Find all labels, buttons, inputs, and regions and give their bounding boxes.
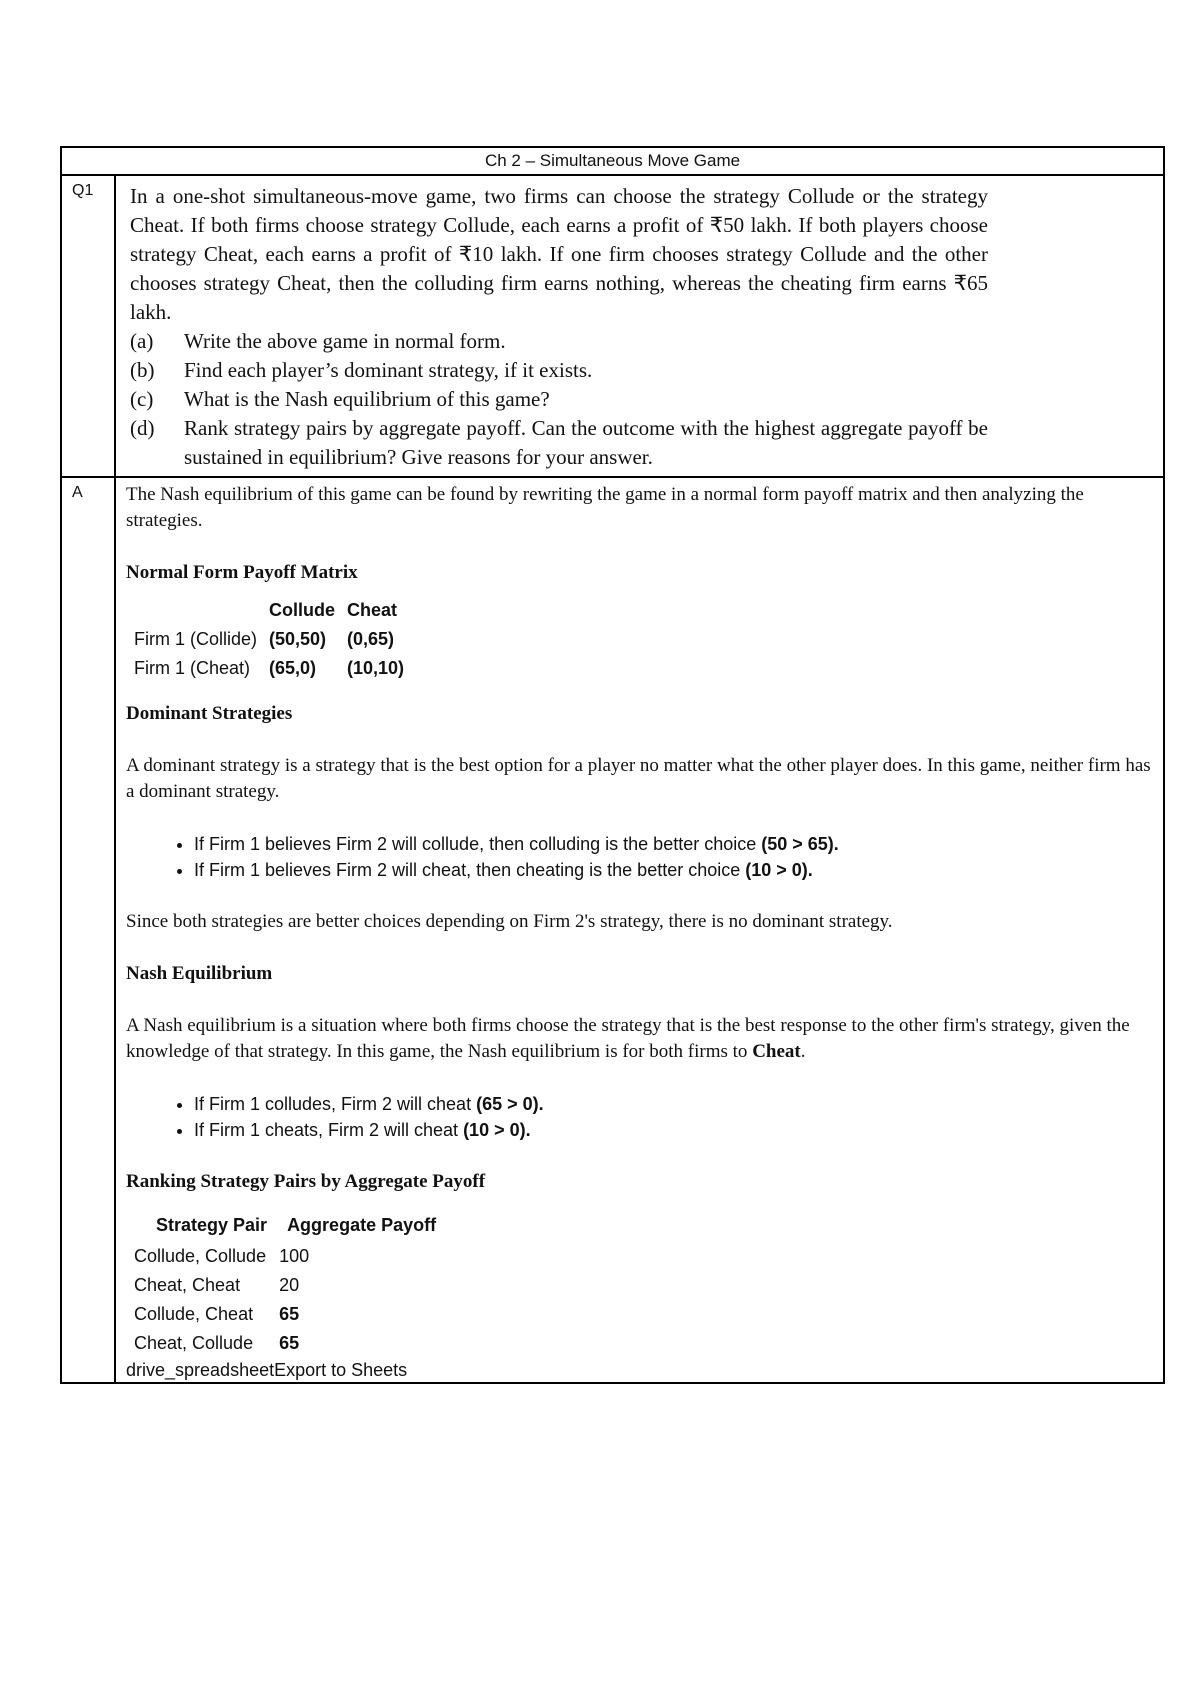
table-row	[128, 1242, 442, 1271]
part-text: Rank strategy pairs by aggregate payoff. Can the outcome with the highest aggregate payoff be sustained in equilibrium? Give reasons for your answer.	[184, 416, 988, 469]
ranking-payoff: 20	[279, 1275, 300, 1295]
question-cell	[115, 175, 1164, 477]
matrix-row-label: Firm 1 (Cheat)	[134, 658, 251, 678]
bullet-bold: (10 > 0).	[463, 1120, 531, 1140]
matrix-row-label: Firm 1 (Collide)	[134, 629, 258, 649]
part-marker: (a)	[130, 329, 154, 353]
part-marker: (b)	[130, 358, 155, 382]
ranking-pair: Cheat, Cheat	[134, 1275, 241, 1295]
nash-heading: Nash Equilibrium	[126, 963, 273, 984]
ranking-heading: Ranking Strategy Pairs by Aggregate Payoff	[126, 1171, 486, 1192]
ranking-table	[128, 1209, 442, 1358]
document-table	[60, 146, 1165, 1384]
table-row	[128, 1329, 442, 1358]
ranking-payoff: 100	[279, 1246, 310, 1266]
ranking-pair: Collude, Cheat	[134, 1304, 254, 1324]
dominant-text: A dominant strategy is a strategy that is the best option for a player no matter what the other player does. In this game, neither firm has a dominant strategy.	[126, 755, 1151, 802]
ranking-col-header: Strategy Pair	[156, 1215, 268, 1235]
answer-label: A	[61, 477, 115, 1383]
part-marker: (d)	[130, 416, 155, 440]
matrix-heading: Normal Form Payoff Matrix	[126, 562, 358, 583]
bullet-bold: (65 > 0).	[476, 1094, 544, 1114]
bullet-bold: (50 > 65).	[761, 834, 839, 854]
question-part	[130, 414, 988, 472]
matrix-col-header: Collude	[269, 600, 336, 620]
table-row	[128, 1271, 442, 1300]
question-label: Q1	[61, 175, 115, 477]
matrix-cell: (0,65)	[347, 629, 395, 649]
part-marker: (c)	[130, 387, 154, 411]
dominant-conclusion: Since both strategies are better choices depending on Firm 2's strategy, there is no dominant strategy.	[126, 911, 893, 932]
question-row	[61, 175, 1164, 477]
matrix-corner	[128, 596, 263, 625]
ranking-col-header: Aggregate Payoff	[287, 1215, 437, 1235]
ranking-pair: Cheat, Collude	[134, 1333, 254, 1353]
dominant-bullets	[126, 831, 1155, 883]
nash-text-end: .	[800, 1041, 806, 1062]
list-item	[194, 857, 1155, 883]
bullet-text: If Firm 1 cheats, Firm 2 will cheat	[194, 1120, 464, 1140]
dominant-heading: Dominant Strategies	[126, 703, 293, 724]
nash-text	[126, 1013, 1155, 1065]
part-text: What is the Nash equilibrium of this game?	[184, 387, 550, 411]
ranking-payoff: 65	[279, 1304, 300, 1324]
answer-cell	[115, 477, 1164, 1383]
table-row	[128, 1300, 442, 1329]
part-text: Find each player’s dominant strategy, if it exists.	[184, 358, 593, 382]
matrix-row	[128, 654, 410, 683]
bullet-bold: (10 > 0).	[745, 860, 813, 880]
bullet-text: If Firm 1 believes Firm 2 will collude, then colluding is the better choice	[194, 834, 762, 854]
payoff-matrix	[128, 596, 410, 683]
list-item	[194, 831, 1155, 857]
part-text: Write the above game in normal form.	[184, 329, 506, 353]
matrix-row	[128, 625, 410, 654]
matrix-cell: (50,50)	[269, 629, 327, 649]
matrix-cell: (10,10)	[347, 658, 405, 678]
question-part	[130, 385, 988, 414]
answer-intro: The Nash equilibrium of this game can be found by rewriting the game in a normal form payoff matrix and then analyzing the strategies.	[126, 484, 1084, 531]
page-title: Ch 2 – Simultaneous Move Game	[61, 147, 1164, 175]
bullet-text: If Firm 1 colludes, Firm 2 will cheat	[194, 1094, 477, 1114]
list-item	[194, 1091, 1155, 1117]
answer-row	[61, 477, 1164, 1383]
ranking-pair: Collude, Collude	[134, 1246, 267, 1266]
ranking-payoff: 65	[279, 1333, 300, 1353]
matrix-header-row	[128, 596, 410, 625]
question-text: In a one-shot simultaneous-move game, two firms can choose the strategy Collude or the strategy Cheat. If both firms choose strategy Collude, each earns a profit of ₹50 lakh. If both players choose strategy Cheat, each earns a profit of ₹10 lakh. If one firm chooses strategy Collude and the other chooses strategy Cheat, then the colluding firm earns nothing, whereas the cheating firm earns ₹65 lakh.	[130, 184, 988, 324]
question-part	[130, 356, 988, 385]
list-item	[194, 1117, 1155, 1143]
question-parts	[130, 327, 988, 472]
nash-bullets	[126, 1091, 1155, 1143]
title-row	[61, 147, 1164, 175]
matrix-col-header: Cheat	[347, 600, 398, 620]
nash-text-body: A Nash equilibrium is a situation where both firms choose the strategy that is the best response to the other firm's strategy, given the knowledge of that strategy. In this game, the Nash equilibrium is for both firms to	[126, 1015, 1130, 1062]
question-part	[130, 327, 988, 356]
matrix-cell: (65,0)	[269, 658, 317, 678]
nash-bold: Cheat	[752, 1041, 801, 1062]
export-to-sheets-link[interactable]: drive_spreadsheetExport to Sheets	[126, 1360, 408, 1380]
bullet-text: If Firm 1 believes Firm 2 will cheat, then cheating is the better choice	[194, 860, 746, 880]
ranking-header-row	[128, 1209, 442, 1242]
